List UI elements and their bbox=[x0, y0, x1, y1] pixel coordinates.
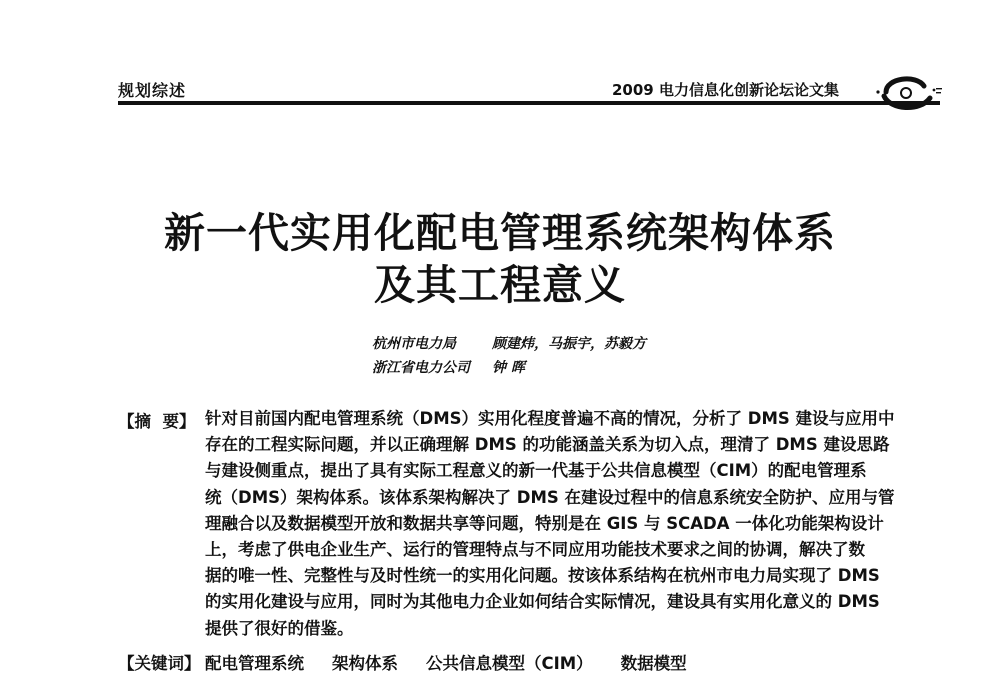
running-header-publication: 2009 电力信息化创新论坛论文集 bbox=[612, 81, 839, 99]
abstract-line: 据的唯一性、完整性与及时性统一的实用化问题。按该体系结构在杭州市电力局实现了 DMS bbox=[205, 566, 880, 586]
abstract-line: 存在的工程实际问题，并以正确理解 DMS 的功能涵盖关系为切入点，理清了 DMS 建设思路 bbox=[205, 435, 890, 455]
author-line bbox=[372, 333, 646, 353]
conference-logo-icon bbox=[872, 70, 944, 114]
author-line bbox=[372, 357, 525, 377]
paper-title-line-1: 新一代实用化配电管理系统架构体系 bbox=[164, 209, 836, 257]
author-names: 顾建炜，马振宇，苏毅方 bbox=[492, 336, 646, 352]
keyword-item: 配电管理系统 bbox=[205, 654, 304, 673]
abstract-body bbox=[205, 408, 905, 644]
abstract-line: 统（DMS）架构体系。该体系架构解决了 DMS 在建设过程中的信息系统安全防护、应用与管 bbox=[205, 487, 895, 507]
abstract-line: 与建设侧重点，提出了具有实际工程意义的新一代基于公共信息模型（CIM）的配电管理系 bbox=[205, 461, 867, 481]
paper-title-line-2: 及其工程意义 bbox=[374, 261, 626, 309]
abstract-line: 提供了很好的借鉴。 bbox=[205, 618, 354, 638]
author-affiliation: 浙江省电力公司 bbox=[372, 360, 470, 376]
author-affiliation: 杭州市电力局 bbox=[372, 336, 456, 352]
abstract-line: 针对目前国内配电管理系统（DMS）实用化程度普遍不高的情况，分析了 DMS 建设与应用中 bbox=[205, 409, 895, 428]
keywords-label: 【关键词】 bbox=[118, 654, 201, 673]
abstract-line: 的实用化建设与应用，同时为其他电力企业如何结合实际情况，建设具有实用化意义的 DMS bbox=[205, 592, 880, 612]
running-header-section: 规划综述 bbox=[118, 81, 187, 100]
keyword-item: 架构体系 bbox=[332, 654, 398, 673]
header-rule bbox=[118, 101, 940, 105]
author-names: 钟 晖 bbox=[492, 360, 525, 376]
abstract-line: 上，考虑了供电企业生产、运行的管理特点与不同应用功能技术要求之间的协调，解决了数 bbox=[205, 539, 865, 559]
keywords-list bbox=[205, 650, 715, 674]
abstract-label: 【摘 要】 bbox=[118, 412, 196, 431]
keyword-item: 公共信息模型（CIM） bbox=[426, 654, 593, 673]
keyword-item: 数据模型 bbox=[620, 654, 687, 673]
abstract-line: 理融合以及数据模型开放和数据共享等问题，特别是在 GIS 与 SCADA 一体化功能架构设计 bbox=[205, 513, 884, 533]
